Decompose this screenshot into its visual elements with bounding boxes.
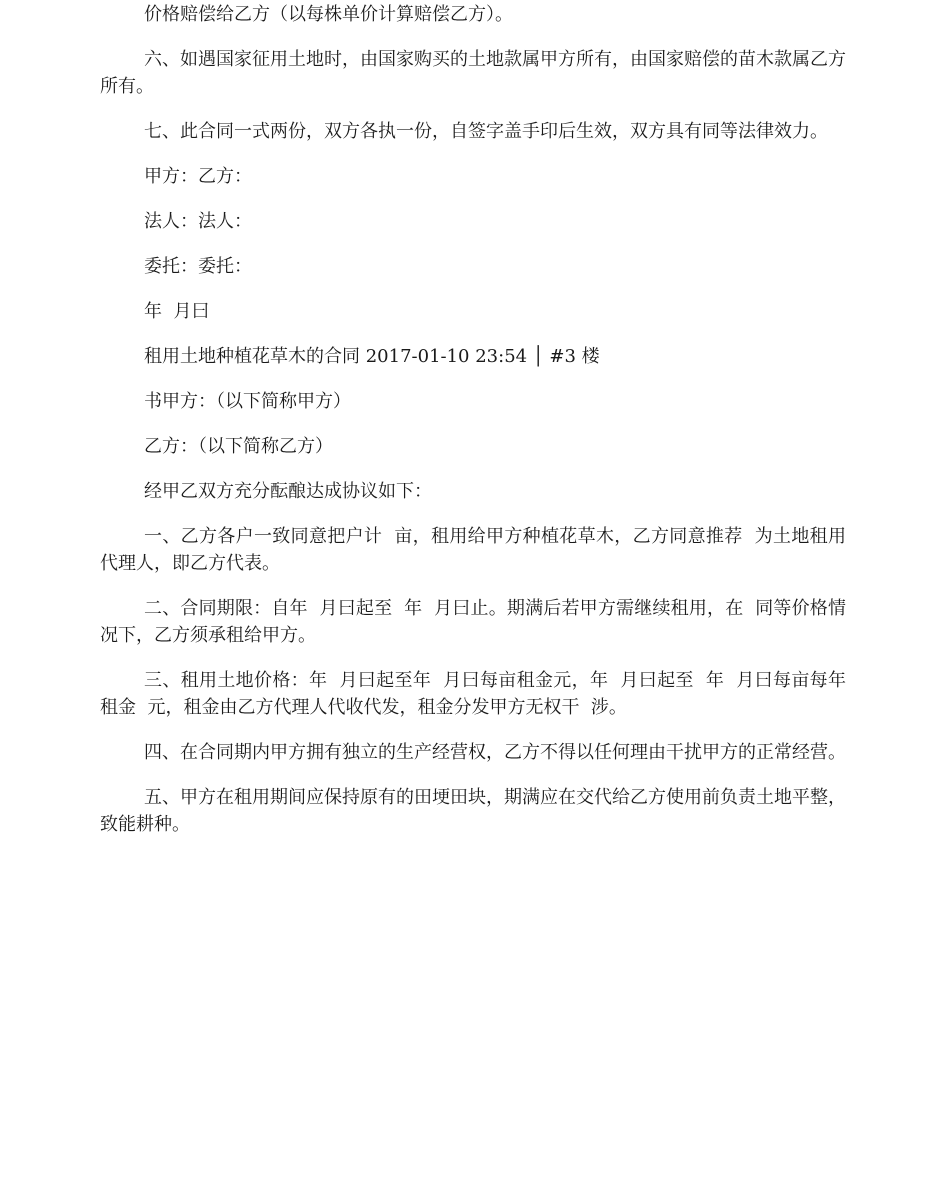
paragraph-clause-one: 一、乙方各户一致同意把户计 亩，租用给甲方种植花草木，乙方同意推荐 为土地租用代理人，即乙方代表。 bbox=[100, 526, 846, 574]
paragraph-delegates: 委托：委托： bbox=[144, 256, 252, 277]
paragraph-party-signatures: 甲方：乙方： bbox=[144, 166, 252, 187]
paragraph-date-line: 年 月曰 bbox=[144, 301, 210, 322]
paragraph-clause-six: 六、如遇国家征用土地时，由国家购买的土地款属甲方所有，由国家赔偿的苗木款属乙方所有。 bbox=[100, 49, 846, 97]
paragraph-party-a: 书甲方：（以下简称甲方） bbox=[144, 391, 351, 412]
paragraph-legal-persons: 法人：法人： bbox=[144, 211, 252, 232]
paragraph-post-header: 租用土地种植花草木的合同 2017-01-10 23:54 │ #3 楼 bbox=[144, 346, 600, 367]
document-page bbox=[100, 0, 846, 856]
paragraph-clause-two: 二、合同期限：自年 月曰起至 年 月曰止。期满后若甲方需继续租用，在 同等价格情况下，乙方须承租给甲方。 bbox=[100, 598, 846, 646]
paragraph-clause-three: 三、租用土地价格：年 月曰起至年 月曰每亩租金元，年 月曰起至 年 月曰每亩每年租金 元，租金由乙方代理人代收代发，租金分发甲方无权干 涉。 bbox=[100, 670, 846, 718]
paragraph-clause-seven: 七、此合同一式两份，双方各执一份，自签字盖手印后生效，双方具有同等法律效力。 bbox=[144, 121, 828, 142]
paragraph-compensation-clause: 价格赔偿给乙方（以每株单价计算赔偿乙方）。 bbox=[144, 4, 513, 25]
paragraph-clause-five: 五、甲方在租用期间应保持原有的田埂田块，期满应在交代给乙方使用前负责土地平整，致能耕种。 bbox=[100, 787, 846, 835]
paragraph-clause-four: 四、在合同期内甲方拥有独立的生产经营权，乙方不得以任何理由干扰甲方的正常经营。 bbox=[144, 742, 846, 763]
paragraph-party-b: 乙方：（以下简称乙方） bbox=[144, 436, 333, 457]
paragraph-agreement-intro: 经甲乙双方充分酝酿达成协议如下： bbox=[144, 481, 432, 502]
